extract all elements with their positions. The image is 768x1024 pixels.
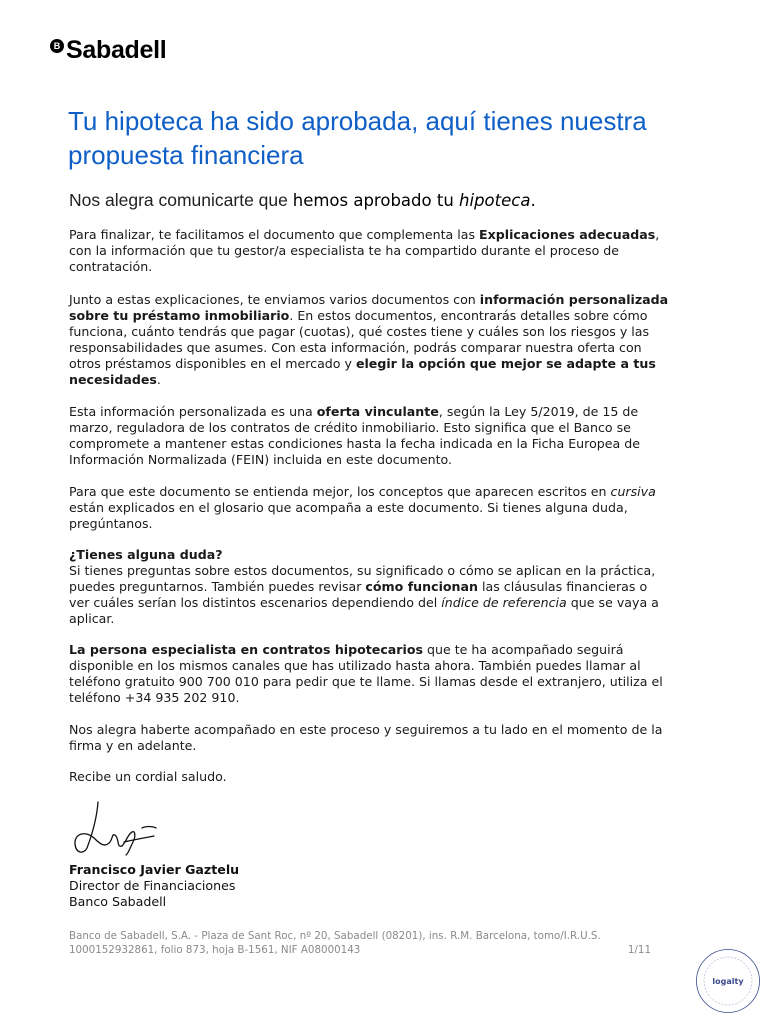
legal-footer [69,929,651,957]
sabadell-logo [50,36,166,65]
paragraph-7: Nos alegra haberte acompañado en este proceso y seguiremos a tu lado en el momento de la firma y en adelante. [69,722,663,753]
question-heading: ¿Tienes alguna duda? [69,547,223,562]
intro-text: Nos alegra comunicarte que hemos aprobado tu hipoteca. [69,190,536,210]
signature-block [69,862,239,910]
paragraph-3: Esta información personalizada es una oferta vinculante, según la Ley 5/2019, de 15 de marzo, reguladora de los contratos de crédito inmobiliario. Esto significa que el Banco se compromete a mantener estas condiciones hasta la fecha indicada en la Ficha Europea de Información Normalizada (FEIN) incluida en este documento. [69,404,640,467]
logo-mark: B [50,39,64,53]
logalty-seal-icon [695,948,761,1014]
handwritten-signature [72,798,172,856]
page-number: 1/11 [627,944,651,956]
svg-text:logalty: logalty [712,977,744,986]
paragraph-1: Para finalizar, te facilitamos el documento que complementa las Explicaciones adecuadas, con la información que tu gestor/a especialista te ha compartido durante el proceso de contratación. [69,227,660,274]
paragraph-4: Para que este documento se entienda mejor, los conceptos que aparecen escritos en cursiva están explicados en el glosario que acompaña a este documento. Si tienes alguna duda, pregúntanos. [69,484,656,531]
paragraph-5: ¿Tienes alguna duda? Si tienes preguntas sobre estos documentos, su significado o cómo se aplican en la práctica, puedes preguntarnos. También puedes revisar cómo funcionan las cláusulas financieras o ver cuáles serían los distintos escenarios dependiendo del índice de referencia que se vaya a aplicar. [69,547,659,626]
footer-line-2: 1000152932861, folio 873, hoja B-1561, NIF A08000143 [69,944,361,956]
signer-company: Banco Sabadell [69,894,167,909]
signer-role: Director de Financiaciones [69,878,236,893]
paragraph-6: La persona especialista en contratos hipotecarios que te ha acompañado seguirá disponible en los mismos canales que has utilizado hasta ahora. También puedes llamar al teléfono gratuito 900 700 010 para pedir que te llame. Si llamas desde el extranjero, utiliza el teléfono +34 935 202 910. [69,642,663,705]
signer-name: Francisco Javier Gaztelu [69,862,240,877]
paragraph-2: Junto a estas explicaciones, te enviamos varios documentos con información personalizada sobre tu préstamo inmobiliario. En estos documentos, encontrarás detalles sobre cómo funciona, cuánto tendrás que pagar (cuotas), qué costes tiene y cuáles son los riesgos y las responsabilidades que asumes. Con esta información, podrás comparar nuestra oferta con otros préstamos disponibles en el mercado y elegir la opción que mejor se adapte a tus necesidades. [69,292,669,387]
closing-greeting: Recibe un cordial saludo. [69,769,227,784]
footer-line-1: Banco de Sabadell, S.A. - Plaza de Sant Roc, nº 20, Sabadell (08201), ins. R.M. Barcelona, tomo/I.R.U.S. [69,930,601,942]
logo-text: Sabadell [66,36,167,64]
page-title: Tu hipoteca ha sido aprobada, aquí tienes nuestra propuesta financiera [68,106,647,170]
